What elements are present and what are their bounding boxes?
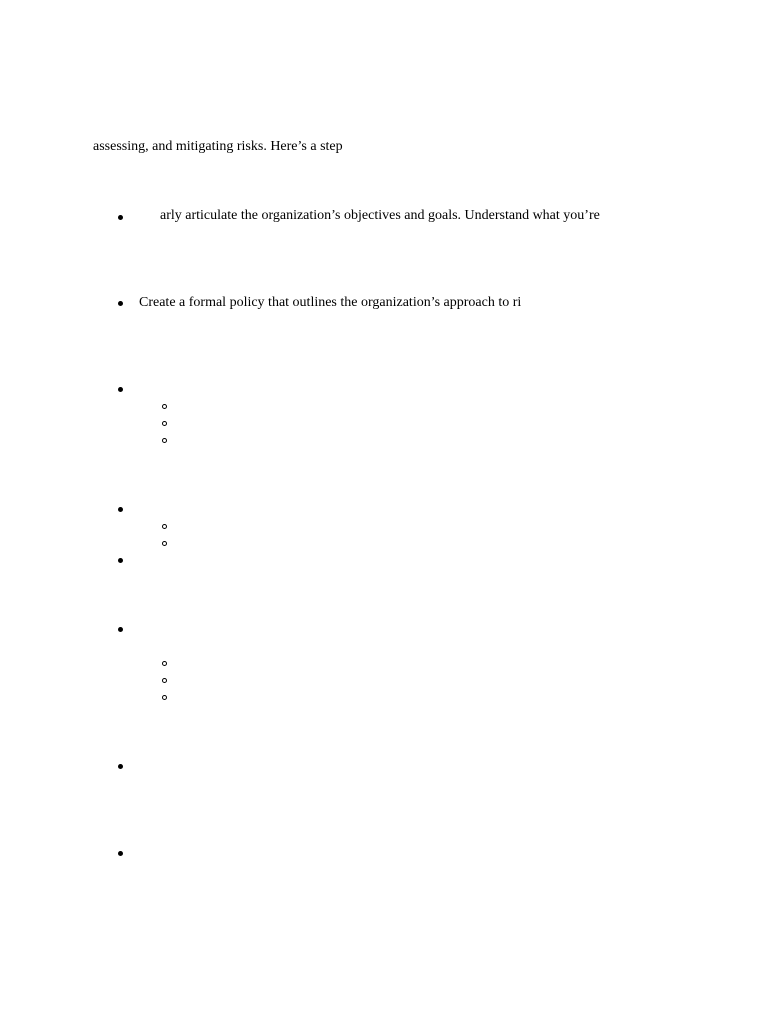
bullet-marker-1 bbox=[118, 215, 123, 220]
sub-bullet-marker bbox=[162, 404, 167, 409]
intro-line: assessing, and mitigating risks. Here’s a step bbox=[93, 139, 343, 154]
sub-bullet-marker bbox=[162, 661, 167, 666]
sub-bullet-marker bbox=[162, 695, 167, 700]
bullet-marker-7 bbox=[118, 764, 123, 769]
sub-bullet-marker bbox=[162, 421, 167, 426]
sub-bullet-marker bbox=[162, 438, 167, 443]
bullet-marker-3 bbox=[118, 387, 123, 392]
bullet-marker-2 bbox=[118, 301, 123, 306]
bullet-marker-5 bbox=[118, 558, 123, 563]
bullet-text-1: arly articulate the organization’s objectives and goals. Understand what you’re bbox=[160, 208, 600, 223]
sub-bullet-marker bbox=[162, 524, 167, 529]
bullet-marker-6 bbox=[118, 627, 123, 632]
bullet-marker-8 bbox=[118, 851, 123, 856]
sub-bullet-marker bbox=[162, 541, 167, 546]
bullet-marker-4 bbox=[118, 507, 123, 512]
sub-bullet-marker bbox=[162, 678, 167, 683]
bullet-text-2: Create a formal policy that outlines the organization’s approach to ri bbox=[139, 295, 522, 310]
